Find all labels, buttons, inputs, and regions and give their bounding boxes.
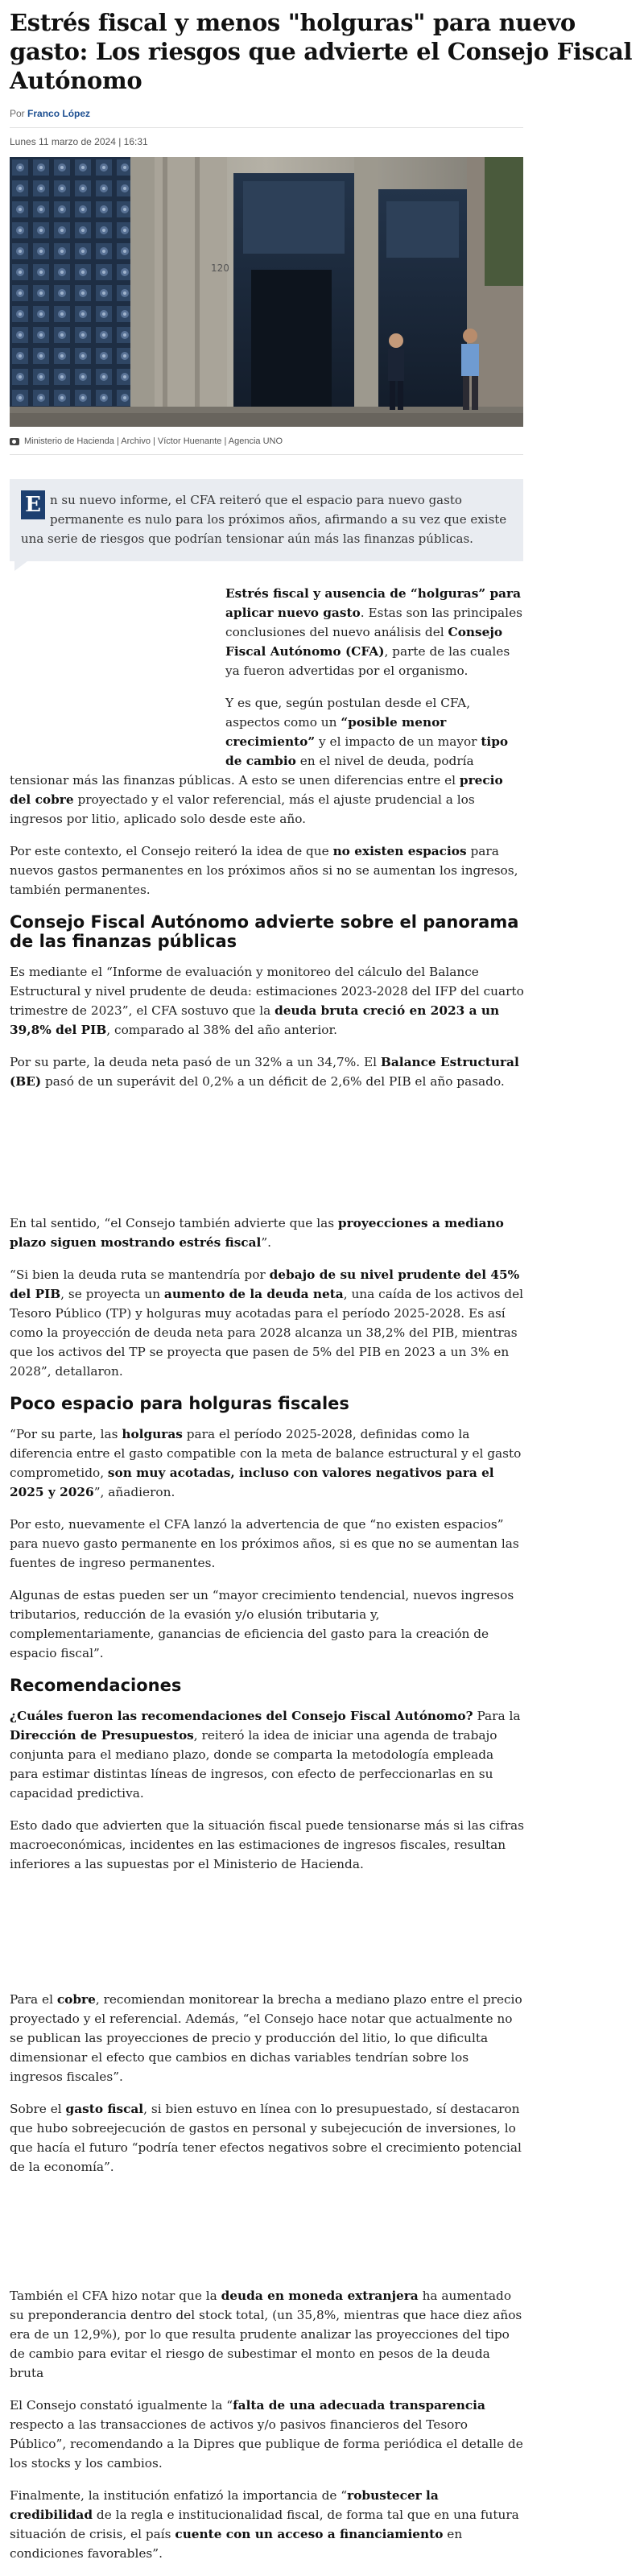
lead-summary [10,479,523,561]
paragraph [10,962,525,1040]
bold-text: Balance Estructural (BE) [10,1055,519,1089]
ad-space [10,2189,525,2286]
paragraph: Por esto, nuevamente el CFA lanzó la advertencia de que “no existen espacios” para nuevo gasto permanente en los próximos años, si es que no se aumentan las fuentes de ingreso permanentes. [10,1517,519,1570]
author-link[interactable]: Franco López [27,108,91,119]
bold-text: aumento de la deuda neta [163,1287,344,1301]
paragraph [10,1424,525,1502]
text-run: “Si bien la deuda ruta se mantendría por [10,1267,270,1282]
article-body [10,584,525,2563]
text-run: pasó de un superávit del 0,2% a un déficit de 2,6% del PIB el año pasado. [41,1074,505,1089]
ad-space [10,1887,525,1990]
paragraph [10,1990,525,2086]
text-run: Sobre el [10,2102,66,2116]
paragraph [10,841,525,899]
paragraph [10,2396,525,2473]
byline [10,108,634,119]
bold-text: cuente con un acceso a financiamiento [175,2527,444,2541]
text-run: Finalmente, la institución enfatizó la importancia de “ [10,2488,348,2503]
text-run: En tal sentido, “el Consejo también advierte que las [10,1216,338,1230]
paragraph: Algunas de estas pueden ser un “mayor crecimiento tendencial, nuevos ingresos tributarios, reducción de la evasión y/o elusión tributaria y, complementariamente, ganancias de eficiencia del gasto para la creación de espacio fiscal”. [10,1588,514,1660]
bold-text: son muy acotadas, incluso con valores negativos para el 2025 y 2026 [10,1466,494,1499]
publish-date: Lunes 11 marzo de 2024 | 16:31 [10,136,148,147]
text-run: Por este contexto, el Consejo reiteró la idea de que [10,844,333,858]
ad-space [10,1104,525,1214]
text-run: , comparado al 38% del año anterior. [106,1023,337,1037]
building-facade-image [10,157,523,427]
divider [10,454,523,455]
text-run: Por su parte, la deuda neta pasó de un 32% a un 34,7%. El [10,1055,381,1069]
text-run: ”. [261,1235,272,1250]
text-run: ha aumentado su preponderancia dentro del stock total, (un 35,8%, mientras que hace diez años era de un 12,9%), por lo que resulta prudente analizar las proyecciones del tipo de cambio para evitar el riesgo de subestimar el monto en pesos de la deuda bruta [10,2289,522,2380]
paragraph [10,2286,525,2383]
text-run: “Por su parte, las [10,1427,122,1441]
bold-text: precio del cobre [10,773,503,807]
article-photo [10,157,523,427]
section-heading: Recomendaciones [10,1676,182,1695]
paragraph [10,1265,525,1381]
bold-text: cobre [56,1992,96,2007]
bold-text: debajo de su nivel prudente del 45% del PIB [10,1267,520,1301]
paragraph [10,1052,525,1091]
bold-text: no existen espacios [332,844,467,858]
bold-text: tipo de cambio [225,734,509,768]
text-run: en el nivel de deuda, podría tensionar más las finanzas públicas. A esto se unen diferencias entre el [10,754,474,788]
paragraph: Esto dado que advierten que la situación fiscal puede tensionarse más si las cifras macroeconómicas, incidentes en las estimaciones de ingresos fiscales, resultan inferiores a las supuestas por el Ministerio de Hacienda. [10,1818,524,1871]
bold-text: holguras [122,1427,183,1441]
paragraph [10,1706,525,1803]
text-run: para el período 2025-2028, definidas como la diferencia entre el gasto compatible con la meta de balance estructural y el gasto comprometido, [10,1427,522,1480]
paragraph [10,1214,525,1252]
bold-text: gasto fiscal [65,2102,144,2116]
bold-text: Consejo Fiscal Autónomo (CFA) [225,625,503,659]
text-run: , reiteró la idea de iniciar una agenda de trabajo conjunta para el mediano plazo, donde se comparta la metodología empleada para estimar distintas líneas de ingresos, con efecto de perfeccionarlas en su capacidad predictiva. [10,1728,497,1801]
bold-text: deuda en moneda extranjera [221,2289,419,2303]
text-run: respecto a las transacciones de activos y/o pasivos financieros del Tesoro Público”, recomendando a la Dipres que publique de forma periódica el detalle de los stocks y los cambios. [10,2417,523,2471]
text-run: , parte de las cuales ya fueron advertidas por el organismo. [225,644,510,678]
bold-text: Dirección de Presupuestos [10,1728,194,1743]
text-run: proyectado y el valor referencial, más el ajuste prudencial a los ingresos por litio, aplicado solo desde este año. [10,792,475,826]
text-run: También el CFA hizo notar que la [10,2289,221,2303]
text-run: , una caída de los activos del Tesoro Público (TP) y holguras muy acotadas para el período 2025-2028. Es así como la proyección de deuda neta para 2028 alcanza un 38,2% del PIB, mientras que los activos del TP se proyecta que pasen de 5% del PIB en 2023 a un 3% en 2028”, detallaron. [10,1287,524,1379]
text-run: , se proyecta un [60,1287,164,1301]
text-run: , si bien estuvo en línea con lo presupuestado, sí destacaron que hubo sobreejecución de gastos en personal y subejecución de inversiones, lo que hacía el futuro “podría tener efectos negativos sobre el crecimiento potencial de la economía”. [10,2102,522,2174]
lead-dropcap: E [21,490,45,519]
text-run: El Consejo constató igualmente la “ [10,2398,233,2413]
bold-text: robustecer la credibilidad [10,2488,439,2522]
paragraph [10,2099,525,2177]
text-run: en condiciones favorables”. [10,2527,463,2561]
divider [10,127,523,128]
text-run: ”, añadieron. [93,1485,175,1499]
text-run: . Estas son las principales conclusiones del nuevo análisis del [225,606,522,639]
text-run: para nuevos gastos permanentes en los próximos años si no se aumentan los ingresos, también permanentes. [10,844,518,897]
section-heading: Poco espacio para holguras fiscales [10,1394,349,1413]
camera-icon [10,438,19,445]
bold-text: falta de una adecuada transparencia [233,2398,485,2413]
text-run: Y es que, según postulan desde el CFA, aspectos como un [225,696,471,730]
bold-text: “posible menor crecimiento” [225,715,447,749]
paragraph [10,2486,525,2563]
photo-caption [10,436,634,446]
text-run: , recomiendan monitorear la brecha a mediano plazo entre el precio proyectado y el referencial. Además, “el Consejo hace notar que actualmente no se publican las proyecciones de precio y producción del litio, lo que dificulta dimensionar el efecto que cambios en dichas variables tendrían sobre los ingresos fiscales”. [10,1992,522,2084]
text-run: Para el [10,1992,57,2007]
bold-text: proyecciones a mediano plazo siguen mostrando estrés fiscal [10,1216,504,1250]
text-run: Para la [473,1709,521,1723]
lead-text: n su nuevo informe, el CFA reiteró que el espacio para nuevo gasto permanente es nulo para los próximos años, afirmando a su vez que existe una serie de riesgos que podrían tensionar aún más las finanzas públicas. [21,493,507,546]
text-run: y el impacto de un mayor [315,734,481,749]
bold-text: deuda bruta creció en 2023 a un 39,8% del PIB [10,1003,500,1037]
building-number: 120 [211,263,229,274]
text-run: de la regla e institucionalidad fiscal, de forma tal que en una futura situación de crisis, el país [10,2508,519,2541]
bold-text: ¿Cuáles fueron las recomendaciones del Consejo Fiscal Autónomo? [10,1709,473,1723]
text-run: Es mediante el “Informe de evaluación y monitoreo del cálculo del Balance Estructural y nivel prudente de deuda: estimaciones 2023-2028 del IFP del cuarto trimestre de 2023”, el CFA sostuvo que la [10,965,524,1018]
bold-text: Estrés fiscal y ausencia de “holguras” para aplicar nuevo gasto [225,586,522,620]
byline-prefix: Por [10,108,28,119]
section-heading: Consejo Fiscal Autónomo advierte sobre el panorama de las finanzas públicas [10,912,519,951]
article-title: Estrés fiscal y menos "holguras" para nuevo gasto: Los riesgos que advierte el Consejo Fiscal Autónomo [10,9,633,94]
ad-space [10,584,225,753]
photo-caption-text: Ministerio de Hacienda | Archivo | Víctor Huenante | Agencia UNO [24,436,283,446]
